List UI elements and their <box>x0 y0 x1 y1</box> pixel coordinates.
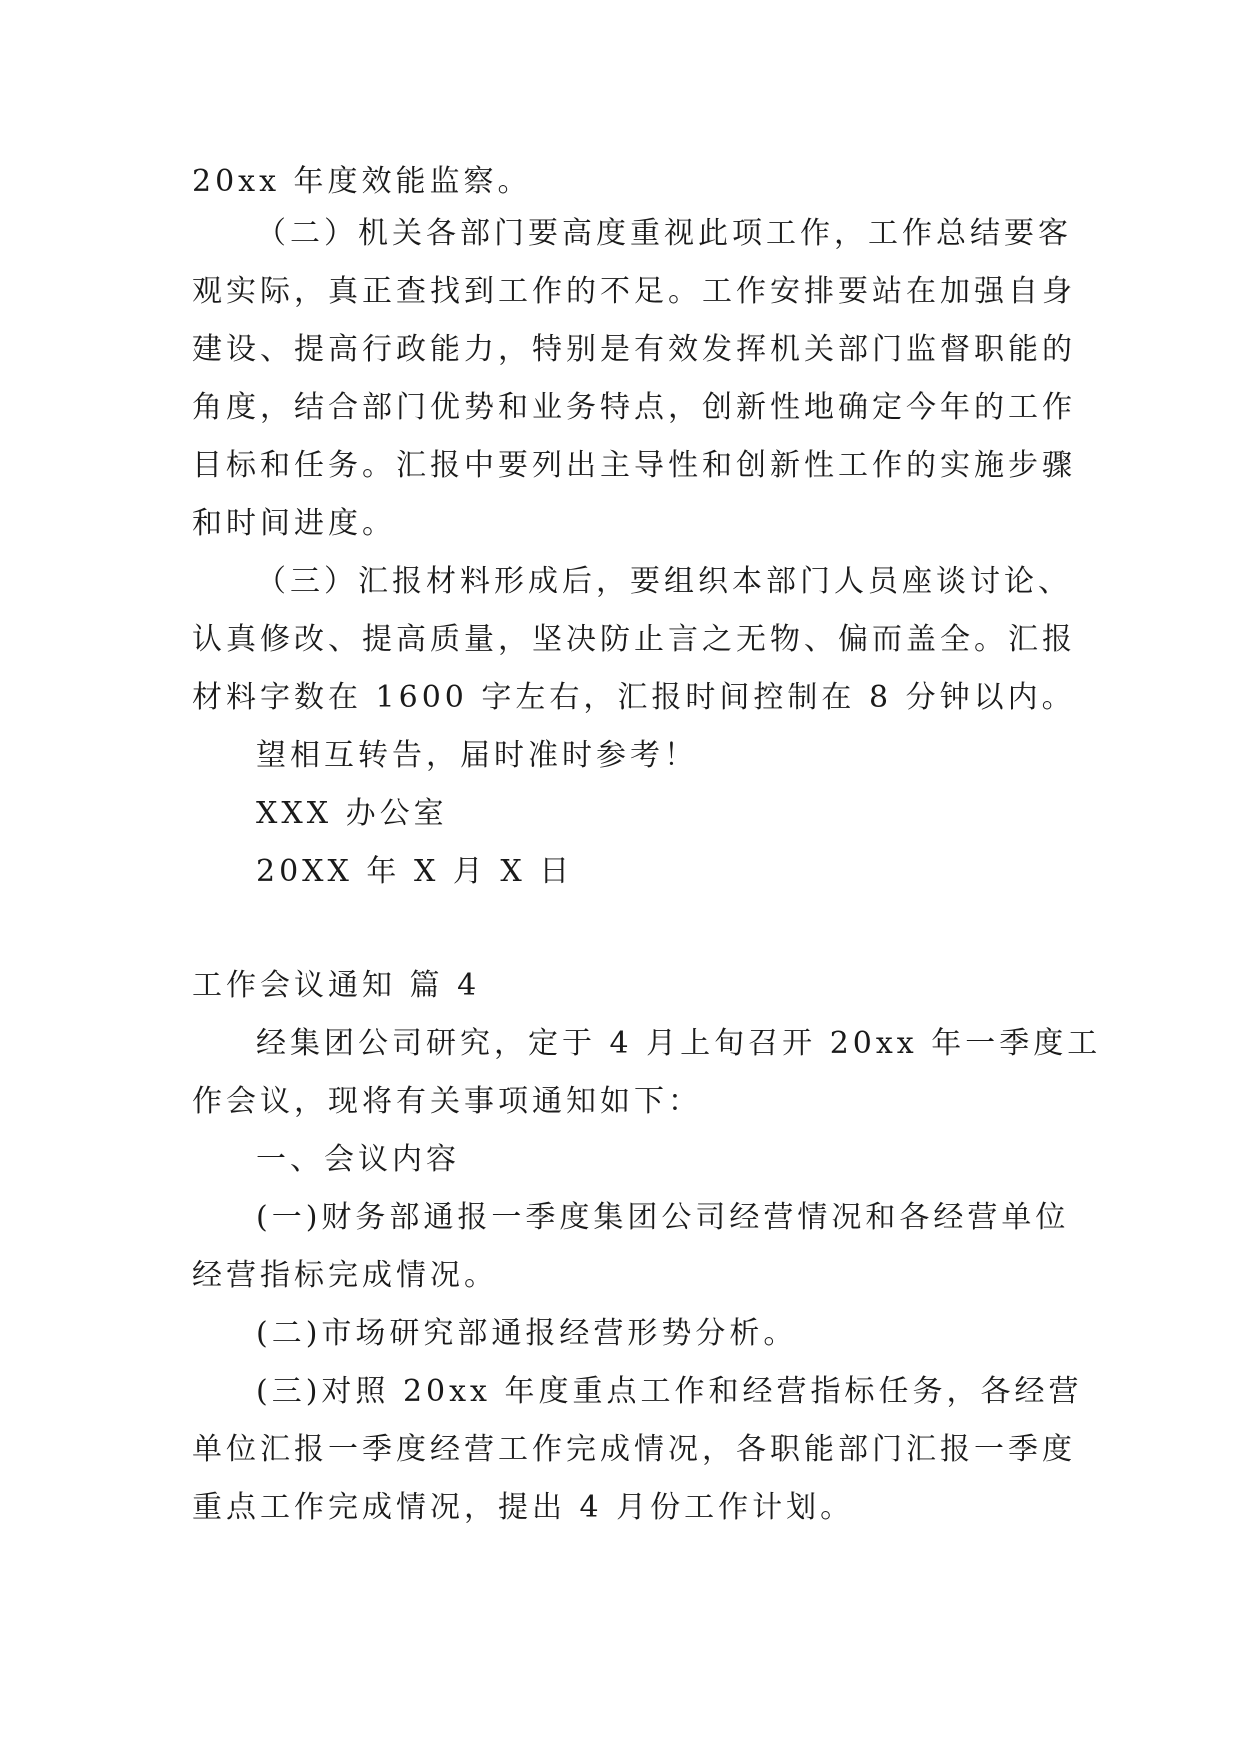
text-line: 角度，结合部门优势和业务特点，创新性地确定今年的工作 <box>192 390 1076 425</box>
signature-date: 20XX 年 X 月 X 日 <box>256 854 574 889</box>
text-line: 观实际，真正查找到工作的不足。工作安排要站在加强自身 <box>192 274 1076 309</box>
text-line: 重点工作完成情况，提出 4 月份工作计划。 <box>192 1490 855 1525</box>
text-line: 单位汇报一季度经营工作完成情况，各职能部门汇报一季度 <box>192 1432 1076 1467</box>
text-line: 目标和任务。汇报中要列出主导性和创新性工作的实施步骤 <box>192 448 1076 483</box>
text-line: (二)市场研究部通报经营形势分析。 <box>256 1316 798 1351</box>
text-line: (三)对照 20xx 年度重点工作和经营指标任务，各经营 <box>256 1374 1083 1409</box>
signature-office: XXX 办公室 <box>256 796 448 831</box>
text-line: 和时间进度。 <box>192 506 396 541</box>
text-line: 经集团公司研究，定于 4 月上旬召开 20xx 年一季度工 <box>256 1026 1102 1061</box>
text-line: 材料字数在 1600 字左右，汇报时间控制在 8 分钟以内。 <box>192 680 1076 715</box>
text-line: 作会议，现将有关事项通知如下： <box>192 1084 702 1119</box>
text-line: (一)财务部通报一季度集团公司经营情况和各经营单位 <box>256 1200 1070 1235</box>
text-line: 建设、提高行政能力，特别是有效发挥机关部门监督职能的 <box>192 332 1076 367</box>
text-line: 经营指标完成情况。 <box>192 1258 498 1293</box>
text-line: 认真修改、提高质量，坚决防止言之无物、偏而盖全。汇报 <box>192 622 1076 657</box>
subheading: 一、会议内容 <box>256 1142 460 1177</box>
closing-remark: 望相互转告，届时准时参考！ <box>256 738 698 773</box>
text-line: （二）机关各部门要高度重视此项工作，工作总结要客 <box>256 216 1072 251</box>
text-line: （三）汇报材料形成后，要组织本部门人员座谈讨论、 <box>256 564 1072 599</box>
text-line: 20xx 年度效能监察。 <box>192 164 532 199</box>
section-heading: 工作会议通知 篇 4 <box>192 968 481 1003</box>
